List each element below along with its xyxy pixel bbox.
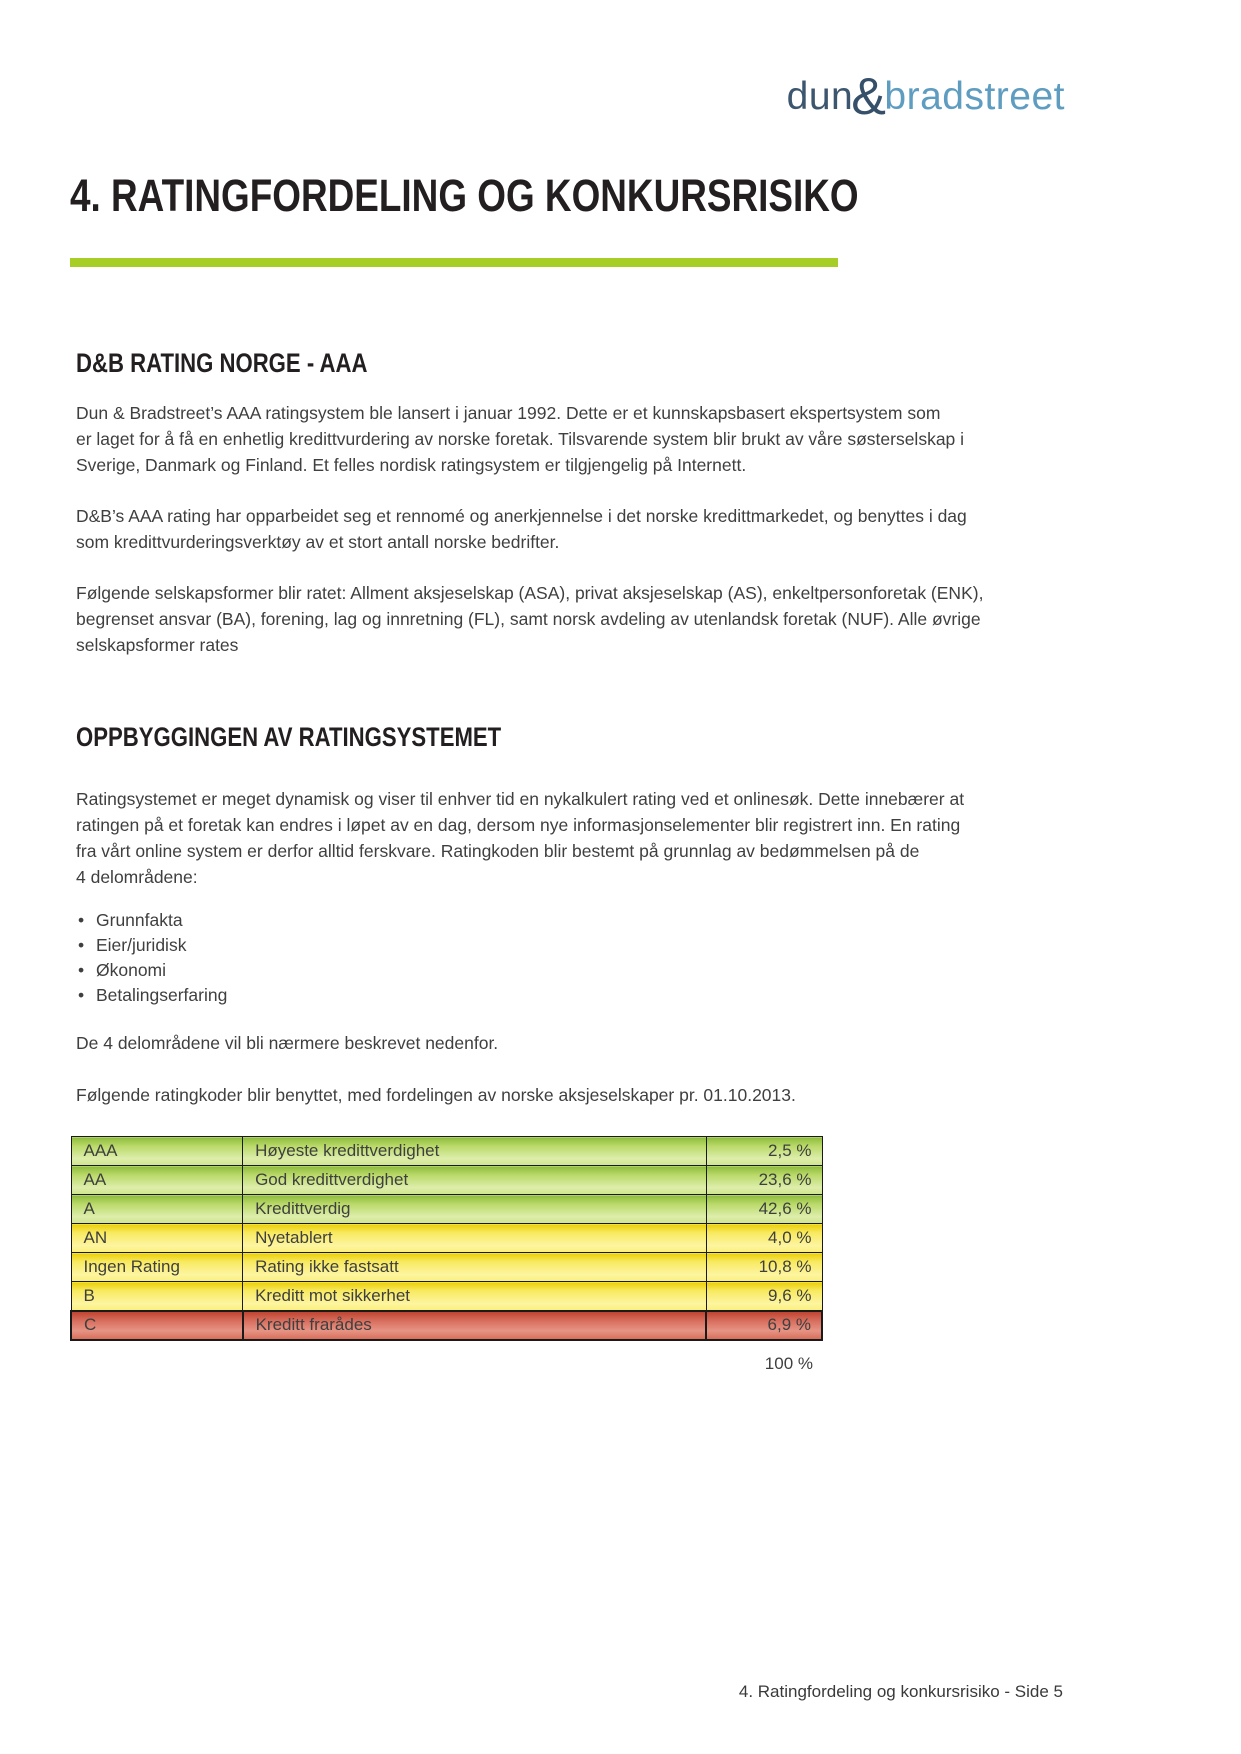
logo-text-bradstreet: bradstreet bbox=[884, 75, 1065, 118]
paragraph: Følgende ratingkoder blir benyttet, med fordelingen av norske aksjeselskaper pr. 01.10.2013. bbox=[76, 1085, 796, 1105]
rating-share-cell: 6,9 % bbox=[706, 1311, 822, 1340]
rating-description-cell: Kreditt mot sikkerhet bbox=[243, 1282, 707, 1311]
paragraph bbox=[76, 786, 964, 890]
title-underline-rule bbox=[70, 258, 838, 267]
rating-code-cell: A bbox=[71, 1195, 243, 1224]
rating-code-cell: B bbox=[71, 1282, 243, 1311]
page-footer: 4. Ratingfordeling og konkursrisiko - Side 5 bbox=[738, 1682, 1063, 1701]
paragraph-line: er laget for å få en enhetlig kredittvurdering av norske foretak. Tilsvarende system blir brukt av våre søsterselskap i bbox=[76, 429, 965, 449]
section-heading-db-rating-norge: D&B RATING NORGE - AAA bbox=[76, 348, 368, 378]
paragraph-line: Følgende selskapsformer blir ratet: Allment aksjeselskap (ASA), privat aksjeselskap (AS), enkeltpersonforetak (ENK), bbox=[76, 583, 984, 603]
page-title: 4. RATINGFORDELING OG KONKURSRISIKO bbox=[70, 170, 859, 221]
list-item: • Grunnfakta bbox=[76, 908, 227, 933]
table-row bbox=[71, 1282, 822, 1311]
rating-share-cell: 9,6 % bbox=[706, 1282, 822, 1311]
rating-code-cell: Ingen Rating bbox=[71, 1253, 243, 1282]
rating-description-cell: Nyetablert bbox=[243, 1224, 707, 1253]
paragraph bbox=[76, 580, 983, 658]
paragraph-line: ratingen på et foretak kan endres i løpet av en dag, dersom nye informasjonselementer blir registrert inn. En rating bbox=[76, 815, 961, 835]
paragraph bbox=[76, 400, 964, 478]
rating-share-cell: 42,6 % bbox=[706, 1195, 822, 1224]
rating-description-cell: God kredittverdighet bbox=[243, 1166, 707, 1195]
table-row bbox=[71, 1311, 822, 1340]
paragraph-line: som kredittvurderingsverktøy av et stort antall norske bedrifter. bbox=[76, 532, 560, 552]
rating-description-cell: Kreditt frarådes bbox=[243, 1311, 707, 1340]
table-row bbox=[71, 1253, 822, 1282]
rating-distribution-table bbox=[70, 1136, 823, 1341]
list-item: • Økonomi bbox=[76, 958, 227, 983]
paragraph-line: Ratingsystemet er meget dynamisk og viser til enhver tid en nykalkulert rating ved et onlinesøk. Dette innebærer at bbox=[76, 789, 965, 809]
paragraph-line: fra vårt online system er derfor alltid ferskvare. Ratingkoden blir bestemt på grunnlag av bedømmelsen på de bbox=[76, 841, 920, 861]
paragraph-line: selskapsformer rates bbox=[76, 635, 239, 655]
logo-ampersand-icon: & bbox=[851, 68, 887, 126]
paragraph bbox=[76, 503, 967, 555]
table-row bbox=[71, 1166, 822, 1195]
table-total: 100 % bbox=[764, 1354, 813, 1373]
list-item: • Betalingserfaring bbox=[76, 983, 227, 1008]
rating-code-cell: AN bbox=[71, 1224, 243, 1253]
table-row bbox=[71, 1224, 822, 1253]
paragraph-line: Dun & Bradstreet’s AAA ratingsystem ble lansert i januar 1992. Dette er et kunnskapsbasert ekspertsystem som bbox=[76, 403, 941, 423]
rating-share-cell: 23,6 % bbox=[706, 1166, 822, 1195]
rating-description-cell: Kredittverdig bbox=[243, 1195, 707, 1224]
table-row bbox=[71, 1195, 822, 1224]
section-heading-oppbyggingen: OPPBYGGINGEN AV RATINGSYSTEMET bbox=[76, 722, 502, 752]
paragraph-line: Sverige, Danmark og Finland. Et felles nordisk ratingsystem er tilgjengelig på Internett. bbox=[76, 455, 747, 475]
logo-text-dun: dun bbox=[786, 75, 854, 118]
rating-code-cell: AA bbox=[71, 1166, 243, 1195]
paragraph: De 4 delområdene vil bli nærmere beskrevet nedenfor. bbox=[76, 1033, 499, 1053]
dun-bradstreet-logo bbox=[786, 66, 1065, 126]
rating-subareas-list bbox=[76, 908, 227, 1008]
rating-description-cell: Høyeste kredittverdighet bbox=[243, 1137, 707, 1166]
rating-code-cell: C bbox=[71, 1311, 243, 1340]
rating-code-cell: AAA bbox=[71, 1137, 243, 1166]
list-item: • Eier/juridisk bbox=[76, 933, 227, 958]
paragraph-line: begrenset ansvar (BA), forening, lag og innretning (FL), samt norsk avdeling av utenlandsk foretak (NUF). Alle øvrige bbox=[76, 609, 981, 629]
paragraph-line: D&B’s AAA rating har opparbeidet seg et rennomé og anerkjennelse i det norske kredittmarkedet, og benyttes i dag bbox=[76, 506, 967, 526]
table-row bbox=[71, 1137, 822, 1166]
rating-share-cell: 4,0 % bbox=[706, 1224, 822, 1253]
rating-share-cell: 2,5 % bbox=[706, 1137, 822, 1166]
rating-share-cell: 10,8 % bbox=[706, 1253, 822, 1282]
paragraph-line: 4 delområdene: bbox=[76, 867, 198, 887]
rating-description-cell: Rating ikke fastsatt bbox=[243, 1253, 707, 1282]
